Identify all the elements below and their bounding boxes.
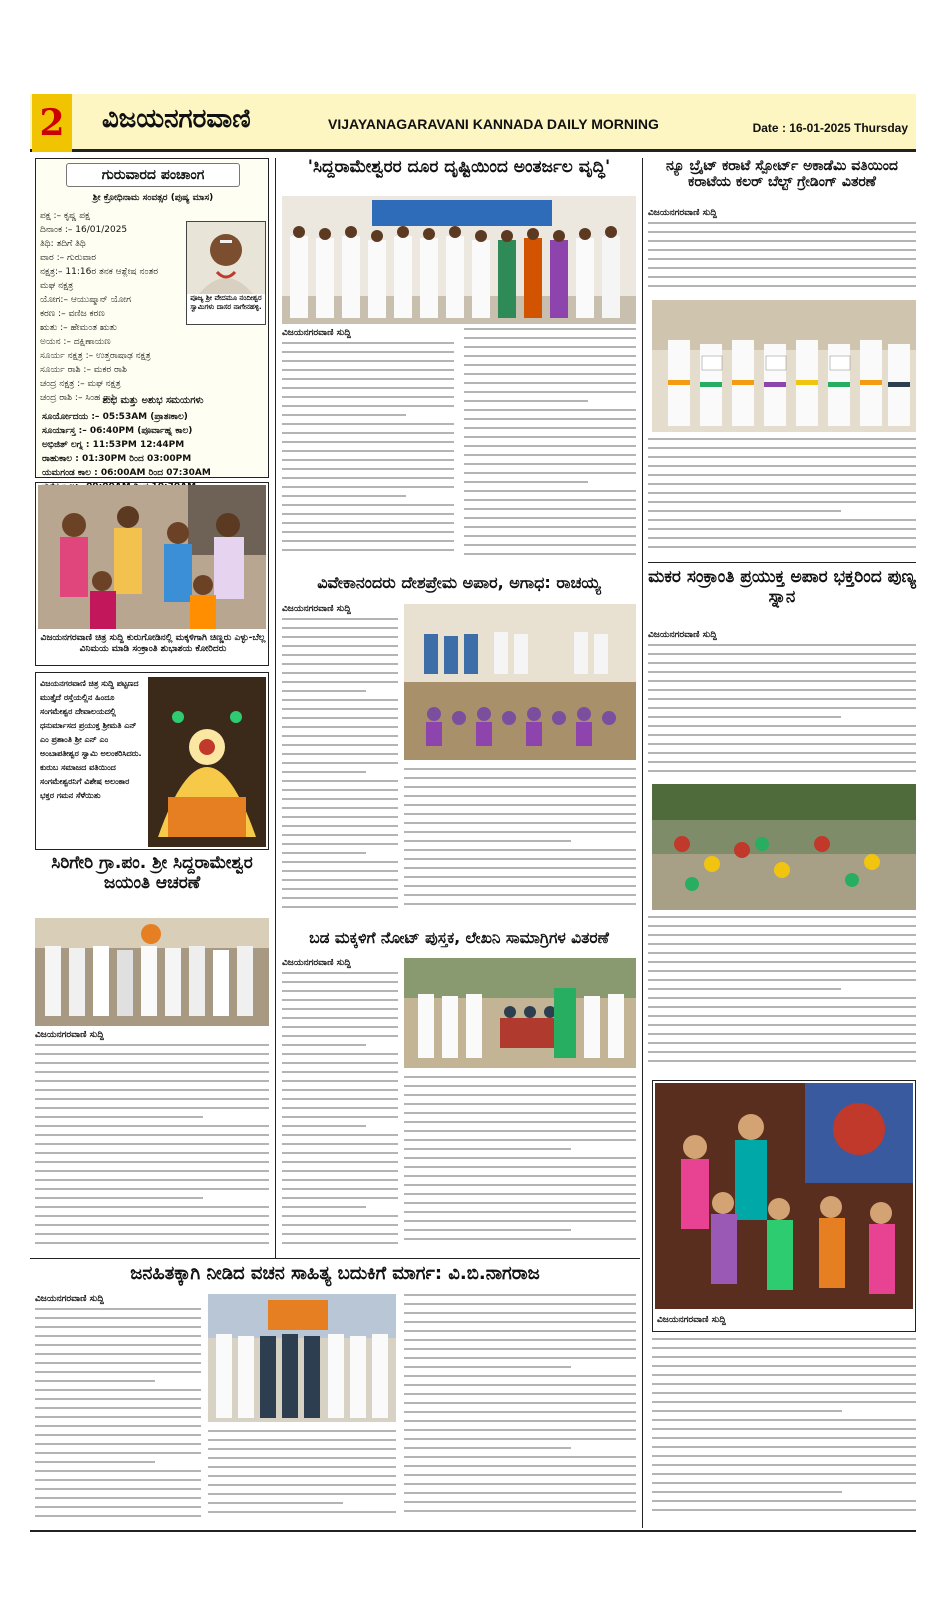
karate-body-top bbox=[648, 222, 916, 296]
makara-byline: ವಿಜಯನಗರವಾಣಿ ಸುದ್ದಿ bbox=[648, 630, 717, 640]
timing-row: ಸೂರ್ಯಾಸ್ತ :– 06:40PM (ಪೂರ್ವಾಹ್ನ ಕಾಲ) bbox=[42, 426, 193, 436]
notebook-byline: ವಿಜಯನಗರವಾಣಿ ಸುದ್ದಿ bbox=[282, 958, 351, 968]
dance-body-text bbox=[652, 1338, 916, 1524]
panchanga-row: ಸೂರ್ಯ ರಾಶಿ :– ಮಕರ ರಾಶಿ bbox=[40, 365, 127, 375]
panchanga-row: ಚಂದ್ರ ನಕ್ಷತ್ರ :– ಮಘ ನಕ್ಷತ್ರ bbox=[40, 379, 121, 389]
devotees-bathing-photo bbox=[652, 784, 916, 910]
newspaper-english-name: VIJAYANAGARAVANI KANNADA DAILY MORNING bbox=[328, 116, 659, 132]
makara-sankranti-headline: ಮಕರ ಸಂಕ್ರಾಂತಿ ಪ್ರಯುಕ್ತ ಅಪಾರ ಭಕ್ತರಿಂದ ಪುಣ್ಯ ಸ್ನಾನ bbox=[648, 567, 916, 607]
panchanga-details bbox=[40, 209, 190, 405]
vachana-column-2 bbox=[208, 1430, 396, 1526]
timing-row: ಅಭಿಜಿತ್ ಲಗ್ನ : 11:53PM 12:44PM bbox=[42, 440, 185, 450]
timing-row: ಸೂರ್ಯೋದಯ :– 05:53AM (ಪ್ರಾತಃಕಾಲ) bbox=[42, 412, 188, 422]
panchanga-row: ಋತು :– ಹೇಮಂತ ಋತು bbox=[40, 323, 118, 333]
vachana-byline: ವಿಜಯನಗರವಾಣಿ ಸುದ್ದಿ bbox=[35, 1294, 104, 1304]
priest-photo-frame bbox=[186, 221, 266, 325]
jayanti-group-photo bbox=[35, 918, 269, 1026]
vachana-column-3 bbox=[404, 1294, 636, 1526]
vivekananda-column-1 bbox=[282, 618, 398, 918]
timing-row: ಯಮಗಂಡ ಕಾಲ : 06:00AM ರಿಂದ 07:30AM bbox=[42, 468, 211, 478]
priest-caption: ಪೂಜ್ಯ ಶ್ರೀ ವೇದಮೂ ನಂದೀಶ್ವರ ಸ್ವಾಮಿಗಳು ದಾಸರ ನಾಗೇನಹಳ್ಳಿ. bbox=[190, 294, 262, 311]
timings-title: ಶುಭ ಮತ್ತು ಅಶುಭ ಸಮಯಗಳು bbox=[102, 395, 204, 406]
jayanti-body-text bbox=[35, 1044, 269, 1254]
page-number: 2 bbox=[32, 94, 72, 152]
priest-portrait bbox=[187, 222, 265, 294]
section-divider bbox=[648, 562, 916, 563]
vivekananda-column-2 bbox=[404, 768, 636, 918]
page-bottom-rule bbox=[30, 1530, 916, 1532]
internet-story-byline: ವಿಜಯನಗರವಾಣಿ ಸುದ್ದಿ bbox=[282, 328, 351, 338]
column-divider bbox=[275, 158, 276, 1258]
panchanga-row: ದಿನಾಂಕ :– 16/01/2025 bbox=[40, 225, 128, 235]
panchanga-row: ಯೋಗ:– ಆಯುಷ್ಮಾನ್ ಯೋಗ bbox=[40, 295, 131, 305]
notebook-distribution-photo bbox=[404, 958, 636, 1068]
panchanga-title: ಗುರುವಾರದ ಪಂಚಾಂಗ bbox=[66, 163, 240, 187]
internet-story-column-1 bbox=[282, 342, 454, 566]
issue-date: Date : 16-01-2025 Thursday bbox=[752, 121, 908, 135]
internet-story-headline: 'ಸಿದ್ದರಾಮೇಶ್ವರರ ದೂರ ದೃಷ್ಟಿಯಿಂದ ಅಂತರ್ಜಲ ವೃದ್ಧಿ' bbox=[307, 157, 611, 177]
internet-story-column-2 bbox=[464, 328, 636, 566]
sankranti-photo-caption: ವಿಜಯನಗರವಾಣಿ ಚಿತ್ರ ಸುದ್ದಿ ಕುರುಗೋಡಿನಲ್ಲಿ ಮಕ್ಕಳಿಗಾಗಿ ಚಿಣ್ಣರು ಎಳ್ಳು-ಬೆಲ್ಲ ವಿನಿಮಯ ಮಾಡಿ ಸಂಕ್ರಾಂತಿ ಶುಭಾಶಯ ಕೋರಿದರು bbox=[40, 633, 266, 655]
panchanga-row: ಅಯನ :– ದಕ್ಷಿಣಾಯಣ bbox=[40, 337, 111, 347]
notebook-column-2 bbox=[404, 1076, 636, 1252]
makara-body-top bbox=[648, 644, 916, 780]
section-divider bbox=[30, 1258, 640, 1259]
vachana-event-photo bbox=[208, 1294, 396, 1422]
notebook-distribution-headline: ಬಡ ಮಕ್ಕಳಿಗೆ ನೋಟ್ ಪುಸ್ತಕ, ಲೇಖನಿ ಸಾಮಾಗ್ರಿಗಳ ವಿತರಣೆ bbox=[309, 929, 609, 947]
timing-row: ರಾಹುಕಾಲ : 01:30PM ರಿಂದ 03:00PM bbox=[42, 454, 192, 464]
karate-belt-photo bbox=[652, 300, 916, 432]
children-sankranti-photo bbox=[38, 485, 266, 629]
vivekananda-headline: ವಿವೇಕಾನಂದರು ದೇಶಪ್ರೇಮ ಅಪಾರ, ಅಗಾಧ: ರಾಚಯ್ಯ bbox=[282, 574, 636, 592]
panchanga-row: ಚಂದ್ರ ರಾಶಿ :– ಸಿಂಹ ರಾಶಿ bbox=[40, 393, 117, 403]
dance-photo-box bbox=[652, 1080, 916, 1332]
karate-byline: ವಿಜಯನಗರವಾಣಿ ಸುದ್ದಿ bbox=[648, 208, 717, 218]
temple-deity-photo bbox=[148, 677, 266, 847]
panchanga-row: ಸೂರ್ಯ ನಕ್ಷತ್ರ :– ಉತ್ತರಾಷಾಢ ನಕ್ಷತ್ರ bbox=[40, 351, 151, 361]
panchanga-row: ವಾರ :– ಗುರುವಾರ bbox=[40, 253, 97, 263]
classical-dance-photo bbox=[655, 1083, 913, 1309]
panchanga-row: ನಕ್ಷತ್ರ:– 11:16ರ ತನಕ ಆಶ್ಲೇಷ ನಂತರ bbox=[40, 267, 159, 277]
vachana-column-1 bbox=[35, 1308, 201, 1526]
samvatsara: ಶ್ರೀ ಕ್ರೋಧಿನಾಮ ಸಂವತ್ಸರ (ಪುಷ್ಯ ಮಾಸ) bbox=[92, 193, 214, 203]
panchanga-row: ತಿಥಿ: ತದಿಗೆ ತಿಥಿ bbox=[40, 239, 86, 249]
masthead bbox=[30, 94, 916, 152]
sankranti-photo-box bbox=[35, 482, 269, 666]
panchanga-row: ಪಕ್ಷ :– ಕೃಷ್ಣ ಪಕ್ಷ bbox=[40, 211, 90, 221]
karate-body-bottom bbox=[648, 438, 916, 556]
panchanga-row: ಮಘ ನಕ್ಷತ್ರ bbox=[40, 281, 74, 291]
vivekananda-school-photo bbox=[404, 604, 636, 760]
dance-byline: ವಿಜಯನಗರವಾಣಿ ಸುದ್ದಿ bbox=[657, 1315, 726, 1325]
panchanga-box bbox=[35, 158, 269, 478]
karate-headline: ನ್ಯೂ ಬ್ರೈಟ್ ಕರಾಟೆ ಸ್ಪೋರ್ಟ್ ಅಕಾಡೆಮಿ ವತಿಯಿಂದ ಕರಾಟೆಯ ಕಲರ್ ಬೆಲ್ಟ್ ಗ್ರೇಡಿಂಗ್ ವಿತರಣೆ bbox=[666, 158, 898, 191]
vivekananda-byline: ವಿಜಯನಗರವಾಣಿ ಸುದ್ದಿ bbox=[282, 604, 351, 614]
internet-story-group-photo bbox=[282, 196, 636, 324]
column-divider bbox=[642, 158, 643, 1528]
temple-brief-text: ವಿಜಯನಗರವಾಣಿ ಚಿತ್ರ ಸುದ್ದಿ ಪಟ್ಟಣದ ಮುತ್ತೈದೆ ರಸ್ತೆಯಲ್ಲಿನ ಹಿಂದೂ ಸಂಗಮೇಶ್ವರ ದೇವಾಲಯದಲ್ಲಿ ಧನುರ್ಮಾಸದ ಪ್ರಯುಕ್ತ ಶ್ರೀಮತಿ ಎನ್ ಎಂ ಪ್ರಶಾಂತಿ ಶ್ರೀ ಎನ್ ಎಂ ಅಂಬಾಪತೀಶ್ವರ ಸ್ವಾಮಿ ಅಲಂಕರಿಸಿದರು. ಕುರುಬ ಸಮಾಜದ ವತಿಯಿಂದ ಸಂಗಮೇಶ್ವರನಿಗೆ ವಿಶೇಷ ಅಲಂಕಾರ ಭಕ್ತರ ಗಮನ ಸೆಳೆಯಿತು bbox=[40, 679, 142, 800]
makara-body-bottom bbox=[648, 916, 916, 1074]
jayanti-byline: ವಿಜಯನಗರವಾಣಿ ಸುದ್ದಿ bbox=[35, 1030, 104, 1040]
temple-brief-box bbox=[35, 672, 269, 850]
siddharameshwara-jayanti-headline: ಸಿರಿಗೇರಿ ಗ್ರಾ.ಪಂ. ಶ್ರೀ ಸಿದ್ದರಾಮೇಶ್ವರ ಜಯಂತಿ ಆಚರಣೆ bbox=[51, 853, 253, 893]
vachana-sahitya-headline: ಜನಹಿತಕ್ಕಾಗಿ ನೀಡಿದ ವಚನ ಸಾಹಿತ್ಯ ಬದುಕಿಗೆ ಮಾರ್ಗ: ವಿ.ಬಿ.ನಾಗರಾಜ bbox=[130, 1263, 540, 1284]
notebook-column-1 bbox=[282, 972, 398, 1252]
newspaper-logo: ವಿಜಯನಗರವಾಣಿ bbox=[102, 104, 251, 134]
panchanga-row: ಕರಣ :– ವಣಿಜ ಕರಣ bbox=[40, 309, 105, 319]
